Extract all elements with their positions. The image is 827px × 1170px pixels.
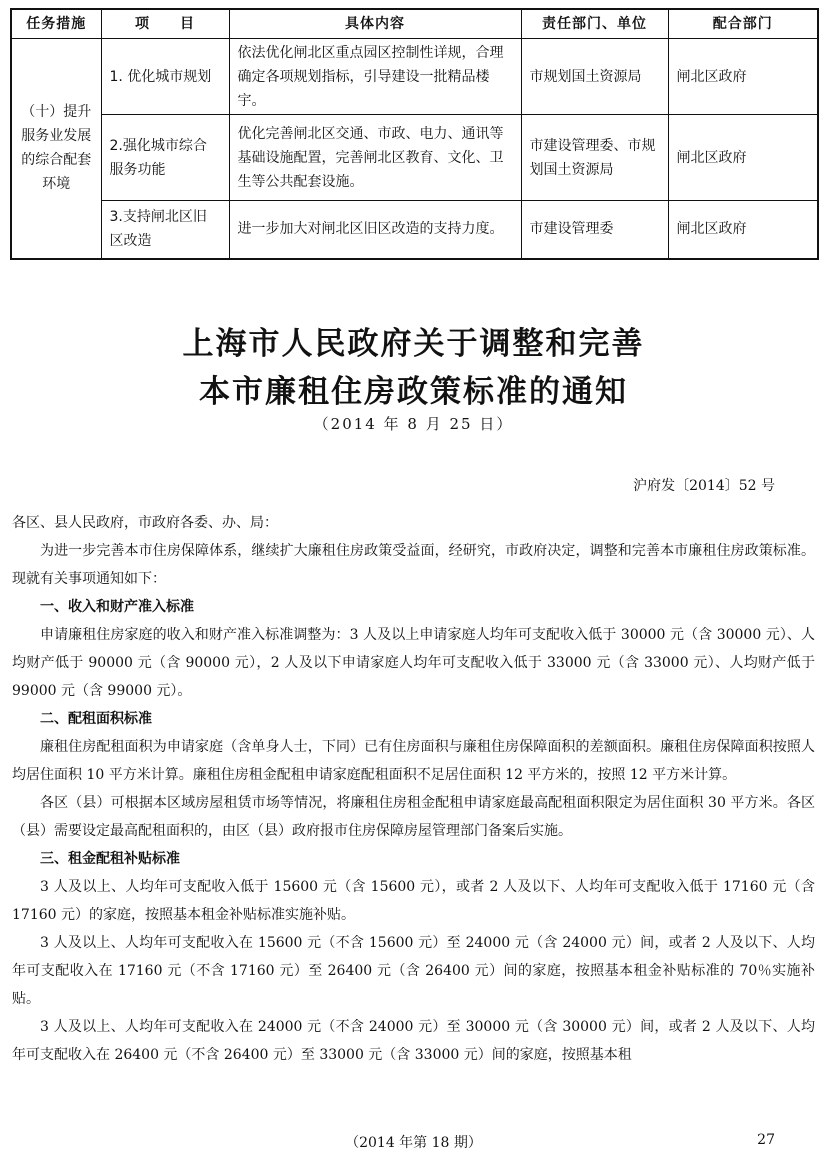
section-heading: 三、租金配租补贴标准 [40,851,180,867]
notice-title-line1: 上海市人民政府关于调整和完善 [182,326,645,362]
header-item: 项 目 [101,9,229,39]
dept-cell: 市建设管理委、市规划国土资源局 [521,115,668,201]
item-cell: 3.支持闸北区旧区改造 [101,201,229,259]
table-header-row [11,9,818,39]
content-cell: 进一步加大对闸北区旧区改造的支持力度。 [229,201,521,259]
item-cell: 2.强化城市综合服务功能 [101,115,229,201]
header-content: 具体内容 [229,9,521,39]
content-cell: 优化完善闸北区交通、市政、电力、通讯等基础设施配置，完善闸北区教育、文化、卫生等公共配套设施。 [229,115,521,201]
partner-cell: 闸北区政府 [668,201,818,259]
paragraph: 廉租住房配租面积为申请家庭（含单身人士，下同）已有住房面积与廉租住房保障面积的差额面积。廉租住房保障面积按照人均居住面积 10 平方米计算。廉租住房租金配租申请家庭配租面积不足居住面积 12 平方米的，按照 12 平方米计算。 [12,739,815,783]
notice-title-line2: 本市廉租住房政策标准的通知 [199,374,628,410]
notice-body [12,509,815,1069]
section-heading: 二、配租面积标准 [40,711,152,727]
measure-cell: （十）提升服务业发展的综合配套环境 [11,39,101,259]
addressee: 各区、县人民政府，市政府各委、办、局： [12,515,278,531]
paragraph: 各区（县）可根据本区域房屋租赁市场等情况，将廉租住房租金配租申请家庭最高配租面积限定为居住面积 30 平方米。各区（县）需要设定最高配租面积的，由区（县）政府报市住房保障房屋管理部门备案后实施。 [12,795,815,839]
header-measure: 任务措施 [11,9,101,39]
header-partner: 配合部门 [668,9,818,39]
page-number: 27 [757,1132,775,1148]
partner-cell: 闸北区政府 [668,115,818,201]
intro-paragraph: 为进一步完善本市住房保障体系，继续扩大廉租住房政策受益面，经研究，市政府决定，调整和完善本市廉租住房政策标准。现就有关事项通知如下： [12,543,815,587]
item-cell: 1. 优化城市规划 [101,39,229,115]
document-number: 沪府发〔2014〕52 号 [633,478,775,494]
task-table [10,8,819,260]
paragraph: 3 人及以上、人均年可支配收入低于 15600 元（含 15600 元），或者 2 人及以下、人均年可支配收入低于 17160 元（含 17160 元）的家庭，按照基本租金补贴标准实施补贴。 [12,879,815,923]
paragraph: 申请廉租住房家庭的收入和财产准入标准调整为：3 人及以上申请家庭人均年可支配收入低于 30000 元（含 30000 元）、人均财产低于 90000 元（含 90000 元），2 人及以下申请家庭人均年可支配收入低于 33000 元（含 33000 元）、人均财产低于 99000 元（含 99000 元）。 [12,627,815,699]
dept-cell: 市规划国土资源局 [521,39,668,115]
table-row [11,39,818,115]
content-cell: 依法优化闸北区重点园区控制性详规，合理确定各项规划指标，引导建设一批精品楼宇。 [229,39,521,115]
table-row [11,115,818,201]
header-dept: 责任部门、单位 [521,9,668,39]
paragraph: 3 人及以上、人均年可支配收入在 24000 元（不含 24000 元）至 30000 元（含 30000 元）间，或者 2 人及以下、人均年可支配收入在 26400 元（不含 26400 元）至 33000 元（含 33000 元）间的家庭，按照基本租 [12,1019,815,1063]
dept-cell: 市建设管理委 [521,201,668,259]
notice-date: （2014 年 8 月 25 日） [313,415,514,433]
section-heading: 一、收入和财产准入标准 [40,599,194,615]
issue-footer: （2014 年第 18 期） [345,1135,482,1151]
paragraph: 3 人及以上、人均年可支配收入在 15600 元（不含 15600 元）至 24000 元（含 24000 元）间，或者 2 人及以下、人均年可支配收入在 17160 元（不含 17160 元）至 26400 元（含 26400 元）间的家庭，按照基本租金补贴标准的 70％实施补贴。 [12,935,815,1007]
partner-cell: 闸北区政府 [668,39,818,115]
table-row [11,201,818,259]
